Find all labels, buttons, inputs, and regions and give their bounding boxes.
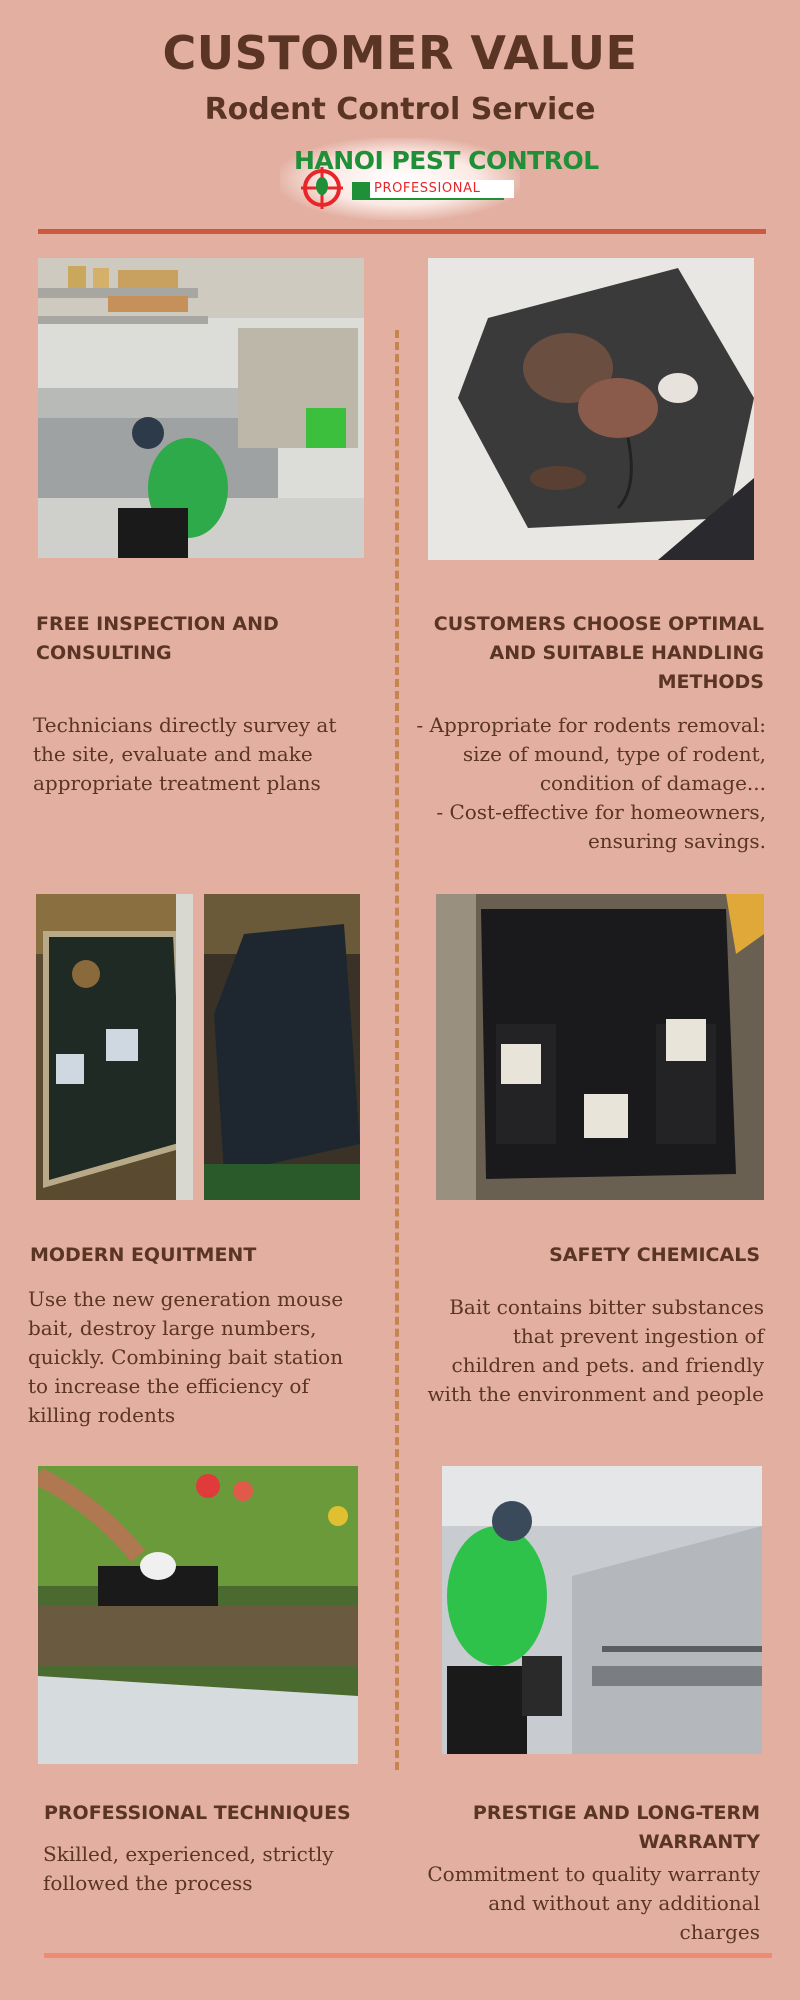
section-5-text: Skilled, experienced, strictly followed the process <box>43 1842 334 1895</box>
section-2-text-line-2: - Cost-effective for homeowners, ensuring savings. <box>436 800 766 853</box>
photo-technique <box>38 1466 358 1764</box>
section-4-heading: SAFETY CHEMICALS <box>549 1244 760 1266</box>
photo-warranty <box>442 1466 762 1754</box>
header-rule <box>38 229 766 234</box>
section-2-heading: CUSTOMERS CHOOSE OPTIMAL AND SUITABLE HANDLING METHODS <box>433 613 764 693</box>
footer-rule <box>44 1953 772 1958</box>
section-1-text: Technicians directly survey at the site, evaluate and make appropriate treatment plans <box>33 713 337 795</box>
brand-logo <box>280 138 599 220</box>
page-title: CUSTOMER VALUE <box>162 26 638 80</box>
page-subtitle: Rodent Control Service <box>204 92 596 127</box>
photo-inspection <box>38 258 364 558</box>
section-3-heading: MODERN EQUITMENT <box>30 1244 257 1266</box>
section-6-text: Commitment to quality warranty and without any additional charges <box>427 1862 760 1944</box>
logo-name: HANOI PEST CONTROL <box>294 146 599 175</box>
section-6-heading: PRESTIGE AND LONG-TERM WARRANTY <box>472 1802 760 1853</box>
photo-bait-station-chemicals <box>436 894 764 1200</box>
section-5-heading: PROFESSIONAL TECHNIQUES <box>44 1802 351 1824</box>
section-1-heading: FREE INSPECTION AND CONSULTING <box>36 613 279 664</box>
photo-glue-trap <box>428 258 754 560</box>
logo-tagline: PROFESSIONAL <box>370 180 514 198</box>
target-emblem-icon <box>300 166 344 210</box>
section-2-text-line-1: - Appropriate for rodents removal: size of mound, type of rodent, condition of damage... <box>416 713 766 795</box>
center-divider <box>395 330 399 1770</box>
section-4-text: Bait contains bitter substances that prevent ingestion of children and pets. and friendly with the environment and people <box>427 1295 764 1406</box>
photo-bait-station-open <box>36 894 193 1200</box>
section-3-text: Use the new generation mouse bait, destroy large numbers, quickly. Combining bait station to increase the efficiency of killing rodents <box>28 1287 344 1427</box>
photo-bait-station-closed <box>204 894 360 1200</box>
